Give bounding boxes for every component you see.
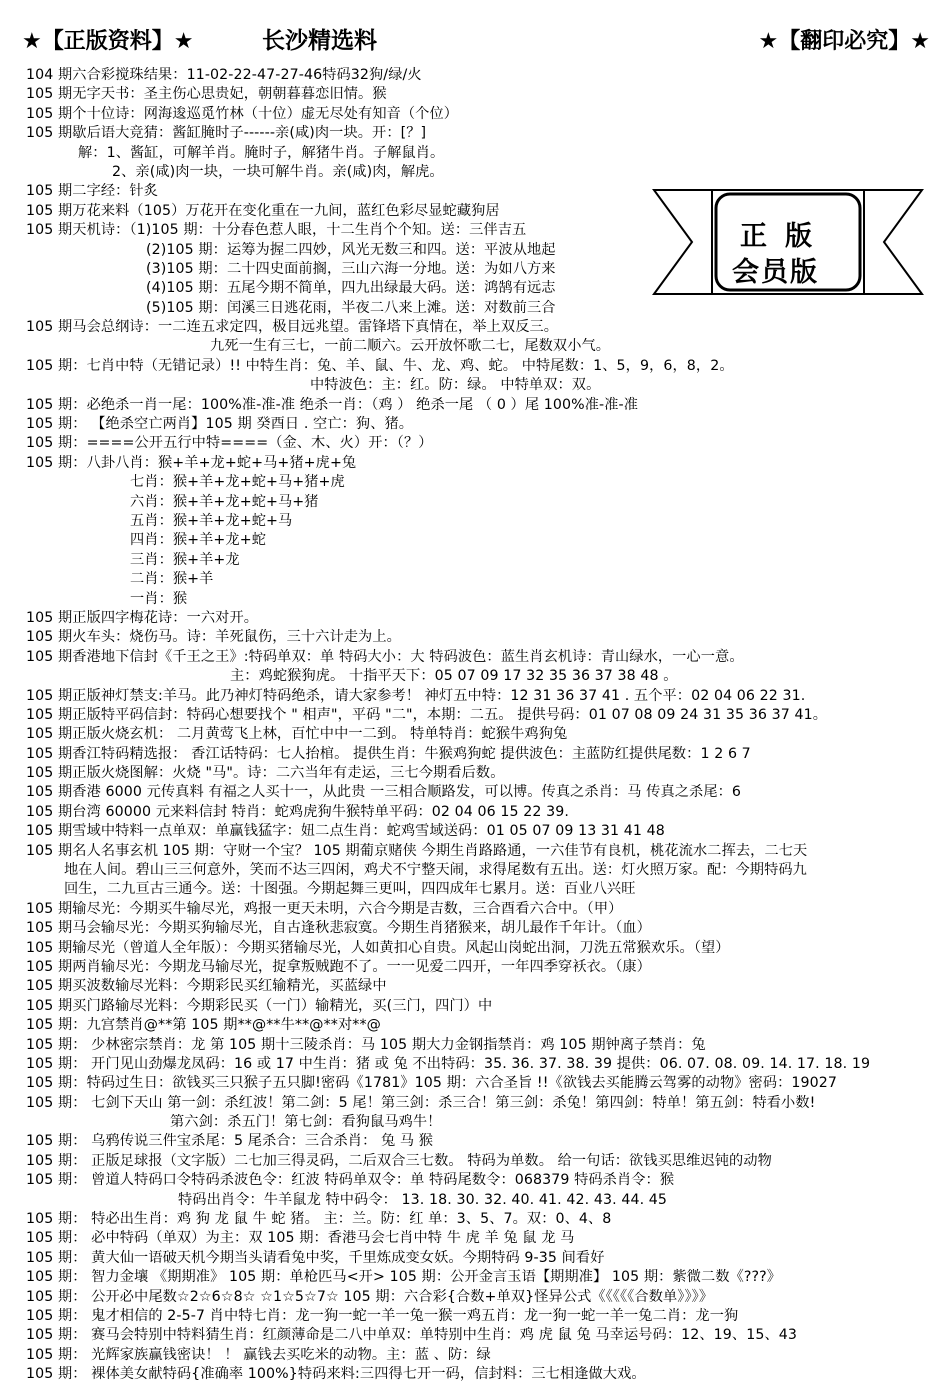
text-line: 二肖：猴+羊 [130,571,214,588]
text-line: 105 期： 【绝杀空亡两肖】105 期 癸酉日 . 空亡：狗、猪。 [26,416,414,433]
text-line: 105 期火车头：烧伤马。诗：羊死鼠伤，三十六计走为上。 [26,629,401,646]
text-line: 105 期买门路输尽光料：今期彩民买（一门）输精光，买(三门，四门）中 [26,997,493,1014]
text-line: 105 期输尽光（曾道人全年版）：今期买猪输尽光，人如黄扣心自贵。风起山岗蛇出洞，刀洗五常猴欢乐。（望） [26,939,730,956]
text-line: 五肖：猴+羊+龙+蛇+马 [130,512,293,529]
text-line: 105 期马会总纲诗：一二连五求定四，极目远兆望。雷锋塔下真情在，举上双反三。 [26,319,559,336]
text-line: 七肖：猴+羊+龙+蛇+马+猪+虎 [130,474,345,491]
text-line: 105 期：====公开五行中特====（金、木、火）开：（？） [26,435,433,452]
text-line: 105 期： 乌鸦传说三件宝杀尾：5 尾杀合：三合杀肖： 兔 马 猴 [26,1133,434,1150]
text-line: 105 期正版火烧图解：火烧 "马"。诗：二六当年有走运，三七今期看后数。 [26,765,505,782]
text-line: 105 期：特码过生日：欲钱买三只猴子五只脚!密码《1781》105 期：六合圣旨 !!《欲钱去买能腾云驾雾的动物》密码：19027 [26,1075,838,1092]
text-line: 105 期： 少林密宗禁肖：龙 第 105 期十三陵杀肖：马 105 期大力金钢指禁肖：鸡 105 期钟离子禁肖：兔 [26,1036,706,1053]
text-line: 主：鸡蛇猴狗虎。 十指平天下：05 07 09 17 32 35 36 37 38 48 。 [230,668,678,685]
text-line: (4)105 期：五尾今期不简单，四九出绿最大码。送：鸿鹄有远志 [146,280,556,297]
text-line: 105 期雪域中特料一点单双：单赢钱猛字：妞二点生肖：蛇鸡雪域送码：01 05 07 09 13 31 41 48 [26,823,665,840]
text-line: 105 期买波数输尽光料：今期彩民买红输精光，买蓝绿中 [26,978,387,995]
text-line: 105 期： 特必出生肖：鸡 狗 龙 鼠 牛 蛇 猪。 主：兰。防：红 单：3、5、7。双：0、4、8 [26,1211,612,1228]
text-line: 三肖：猴+羊+龙 [130,551,240,568]
text-line: 105 期： 裸体美女献特码{准确率 100%}特码来料:三四得七开一码，信封料：三七相逢做大戏。 [26,1366,646,1383]
text-line: 105 期正版特平码信封：特码心想要找个 " 相声"，平码 "二"，本期：二五。 提供号码：01 07 08 09 24 31 35 36 37 41。 [26,706,828,723]
text-line: 105 期： 黄大仙一语破天机今期当头请看兔中奖，千里炼成变女妖。今期特码 9-35 间看好 [26,1249,605,1266]
text-line: 105 期：七肖中特（无错记录）!! 中特生肖：兔、羊、鼠、牛、龙、鸡、蛇。 中特尾数：1、5，9，6，8，2。 [26,357,734,374]
text-line: 解：1、酱缸，可解羊肖。腌时子，解猪牛肖。子解鼠肖。 [78,144,445,161]
text-line: 105 期正版四字梅花诗：一六对开。 [26,609,259,626]
text-line: 105 期：必绝杀一肖一尾：100%准-准-准 绝杀一肖：（鸡 ） 绝杀一尾 （ 0 ）尾 100%准-准-准 [26,396,638,413]
text-line: (2)105 期：运筹为握二四妙，风光无数三和四。送：平波从地起 [146,241,556,258]
document-body [26,66,936,1385]
text-line: 105 期无字天书：圣主伤心思贵妃，朝朝暮暮恋旧情。猴 [26,86,387,103]
page-header [0,0,948,66]
text-line: 105 期： 曾道人特码口令特码杀波色令：红波 特码单双令：单 特码尾数令：068379 特码杀肖令：猴 [26,1172,675,1189]
text-line: 105 期个十位诗：网海逡巡觅竹林（十位）虚无尽处有知音（个位） [26,105,459,122]
text-line: 104 期六合彩搅珠结果：11-02-22-47-27-46特码32狗/绿/火 [26,67,422,83]
text-line: 中特波色：主：红。防：绿。 中特单双：双。 [310,377,601,394]
page-title: 长沙精选料 [262,28,377,54]
text-line: 105 期： 公开必中尾数☆2☆6☆8☆ ☆1☆5☆7☆ 105 期：六合彩{合数+单双}怪异公式《《《《《合数单》》》》 [26,1288,714,1305]
text-line: 105 期： 正版足球报（文字版）二七加三得灵码，二后双合三七数。 特码为单数。 给一句话：欲钱买思维迟钝的动物 [26,1152,772,1169]
text-line: 105 期天机诗：（1)105 期：十分春色惹人眼，十二生肖个个知。送：三伴吉五 [26,222,527,239]
text-line: 105 期正版火烧玄机： 二月黄莺飞上林，百忙中中一二到。 特单特肖：蛇猴牛鸡狗兔 [26,726,568,743]
text-line: 105 期万花来料（105）万花开在变化重在一九间，蓝红色彩尽显蛇藏狗居 [26,202,500,219]
text-line: 105 期： 智力金壤 《期期准》 105 期：单枪匹马<开> 105 期：公开金言玉语【期期准】 105 期：紫微二数《???》 [26,1269,782,1286]
text-line: 四肖：猴+羊+龙+蛇 [130,532,266,549]
header-left-label: ★【正版资料】★ [22,29,194,54]
text-line: 105 期： 七剑下天山 第一剑：杀红波！第二剑：5 尾！第三剑：杀三合！第三剑：杀兔！第四剑：特单！第五剑：特看小数! [26,1094,816,1111]
text-line: 105 期二字经：针炙 [26,183,159,200]
text-line: 105 期：九宫禁肖@**第 105 期**@**牛**@**对**@ [26,1017,381,1034]
text-line: 2、亲(咸)肉一块，一块可解牛肖。亲(咸)肉，解虎。 [112,163,444,180]
text-line: 特码出肖令：牛羊鼠龙 特中码令： 13. 18. 30. 32. 40. 41. 42. 43. 44. 45 [178,1191,668,1208]
text-line: 105 期： 鬼才相信的 2-5-7 肖中特七肖：龙一狗一蛇一羊一兔一猴一鸡五肖：龙一狗一蛇一羊一兔二肖：龙一狗 [26,1308,739,1324]
text-line: 105 期香港地下信封《千王之王》:特码单双：单 特码大小：大 特码波色：蓝生肖玄机诗：青山绿水，一心一意。 [26,648,744,665]
text-line: 六肖：猴+羊+龙+蛇+马+猪 [130,493,319,510]
text-line: 地在人间。碧山三三何意外，笑而不达三四闲，鸡犬不宁整天闹，求得尾数有五出。送：灯火照万家。配：今期特码九 [64,862,807,879]
text-line: 回生，二九亘古三通今。送：十图强。今期起舞三更叫，四四成年七累月。送：百业八兴旺 [64,881,636,898]
text-line: 105 期两肖输尽光：今期龙马输尽光，捉拿叛贼跑不了。一一见爱二四开，一年四季穿袄衣。（康） [26,958,651,975]
text-line: (5)105 期：闰溪三日逃花雨，半夜二八来上滩。送：对数前三合 [146,299,556,316]
text-line: 105 期香港 6000 元传真料 有福之人买十一，从此贵 一三相合顺路发，可以博。传真之杀肖：马 传真之杀尾：6 [26,784,742,801]
text-line: 105 期正版神灯禁支:羊马。此乃神灯特码绝杀，请大家参考！ 神灯五中特：12 31 36 37 41 . 五个平：02 04 06 22 31. [26,687,806,704]
text-line: (3)105 期：二十四史面前搁，三山六海一分地。送：为如八方来 [146,260,556,277]
stamp-line-1: 正版 [740,221,830,252]
text-line: 105 期： 赛马会特别中特料猜生肖：红颜薄命是二八中单双：单特别中生肖：鸡 虎 鼠 兔 马幸运号码：12、19、15、43 [26,1327,797,1344]
text-line: 105 期名人名事玄机 105 期：守财一个宝？ 105 期葡京赌侠 今期生肖路路通，一六佳节有良机，桃花流水二挥去，二七天 [26,842,808,859]
text-line: 105 期歇后语大竞猜：酱缸腌时子------亲(咸)肉一块。开：[？] [26,125,427,142]
stamp-line-2: 会员版 [732,257,819,288]
text-line: 105 期：八卦八肖：猴+羊+龙+蛇+马+猪+虎+兔 [26,454,357,471]
text-line: 105 期： 开门见山劲爆龙凤码：16 或 17 中生肖：猪 或 兔 不出特码：35. 36. 37. 38. 39 提供：06. 07. 08. 09. 14. 17. 18. 19 [26,1055,871,1072]
text-line: 105 期香江特码精选报： 香江话特码：七人抬棺。 提供生肖：牛猴鸡狗蛇 提供波色：主蓝防红提供尾数：1 2 6 7 [26,745,751,762]
text-line: 105 期马会输尽光：今期买狗输尽光，自古逢秋悲寂寞。今期生肖猪猴来，胡儿最作千年计。（血） [26,920,651,937]
text-line: 105 期： 必中特码（单双）为主：双 105 期：香港马会七肖中特 牛 虎 羊 兔 鼠 龙 马 [26,1230,575,1247]
header-right-label: ★【翻印必究】★ [758,29,930,54]
text-line: 第六剑：杀五门！第七剑：看狗鼠马鸡牛！ [170,1114,442,1131]
text-line: 105 期台湾 60000 元来料信封 特肖：蛇鸡虎狗牛猴特单平码：02 04 06 15 22 39. [26,803,569,820]
text-line: 九死一生有三七，一前二顺六。云开放怀歌二七，尾数双小气。 [210,338,611,355]
text-line: 105 期： 光辉家族赢钱密诀！ ！ 赢钱去买吃米的动物。主：蓝 、防：绿 [26,1346,491,1363]
text-line: 一肖：猴 [130,590,188,607]
text-line: 105 期输尽光：今期买牛输尽光，鸡报一更天未明，六合今期是吉数，三合酉看六合中。（甲） [26,900,623,917]
